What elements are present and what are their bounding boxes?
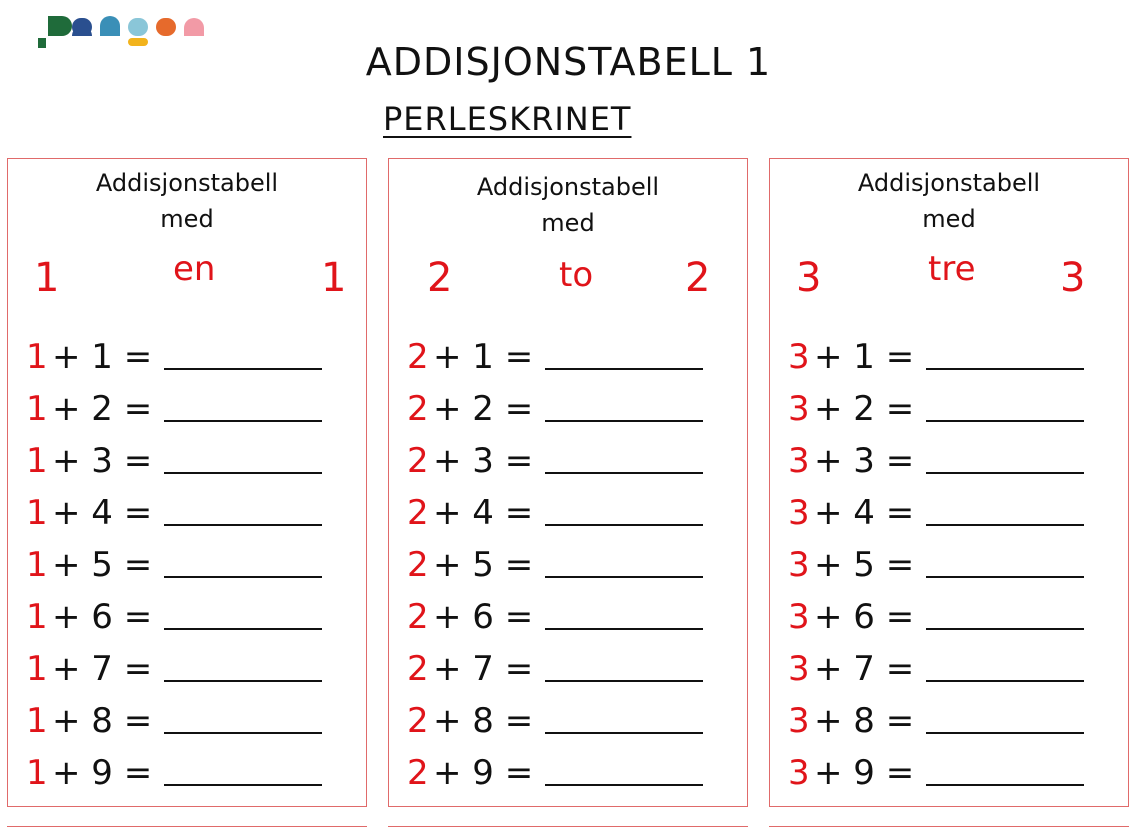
- addend: 2: [407, 441, 429, 481]
- equation-row: [26, 695, 322, 747]
- panel-heading: Addisjonstabell: [857, 169, 1041, 197]
- equation-row: [788, 591, 1084, 643]
- panel-left-number: 1: [34, 255, 60, 301]
- table-panel-2: [388, 158, 748, 807]
- addend: 3: [788, 337, 810, 377]
- equation-text: + 6 =: [433, 597, 534, 637]
- equation-row: [407, 539, 703, 591]
- addend: 3: [788, 753, 810, 793]
- equation-row: [788, 487, 1084, 539]
- equation-text: + 9 =: [814, 753, 915, 793]
- answer-blank[interactable]: [545, 392, 703, 422]
- addend: 3: [788, 545, 810, 585]
- equation-text: + 3 =: [814, 441, 915, 481]
- answer-blank[interactable]: [545, 496, 703, 526]
- equation-text: + 8 =: [52, 701, 153, 741]
- panel-heading: Addisjonstabell: [476, 173, 660, 201]
- addend: 2: [407, 389, 429, 429]
- panel-right-number: 1: [321, 255, 347, 301]
- answer-blank[interactable]: [545, 548, 703, 578]
- addend: 3: [788, 441, 810, 481]
- equation-row: [26, 487, 322, 539]
- equation-text: + 7 =: [814, 649, 915, 689]
- page-title: ADDISJONSTABELL 1: [365, 40, 772, 84]
- addend: 2: [407, 597, 429, 637]
- equation-row: [26, 331, 322, 383]
- equation-row: [788, 331, 1084, 383]
- addend: 2: [407, 701, 429, 741]
- equation-row: [407, 435, 703, 487]
- answer-blank[interactable]: [926, 600, 1084, 630]
- equation-text: + 1 =: [433, 337, 534, 377]
- answer-blank[interactable]: [545, 444, 703, 474]
- equation-text: + 7 =: [433, 649, 534, 689]
- equation-text: + 4 =: [433, 493, 534, 533]
- answer-blank[interactable]: [926, 392, 1084, 422]
- divider: [388, 826, 748, 827]
- answer-blank[interactable]: [164, 548, 322, 578]
- equation-row: [26, 383, 322, 435]
- addend: 2: [407, 337, 429, 377]
- answer-blank[interactable]: [164, 444, 322, 474]
- equation-text: + 6 =: [814, 597, 915, 637]
- equation-row: [407, 487, 703, 539]
- equation-row: [26, 435, 322, 487]
- addend: 1: [26, 701, 48, 741]
- page-subtitle: PERLESKRINET: [383, 100, 632, 138]
- addend: 1: [26, 493, 48, 533]
- equation-text: + 8 =: [814, 701, 915, 741]
- table-panel-1: [7, 158, 367, 807]
- answer-blank[interactable]: [926, 756, 1084, 786]
- addend: 3: [788, 649, 810, 689]
- equation-row: [26, 539, 322, 591]
- equation-text: + 1 =: [814, 337, 915, 377]
- equation-text: + 5 =: [433, 545, 534, 585]
- answer-blank[interactable]: [545, 652, 703, 682]
- addend: 1: [26, 649, 48, 689]
- equation-text: + 1 =: [52, 337, 153, 377]
- equation-row: [26, 747, 322, 799]
- equation-row: [788, 643, 1084, 695]
- answer-blank[interactable]: [164, 392, 322, 422]
- panel-number-word: en: [173, 249, 216, 289]
- addend: 1: [26, 597, 48, 637]
- equation-row: [788, 747, 1084, 799]
- addend: 1: [26, 441, 48, 481]
- panel-number-word: tre: [928, 249, 976, 289]
- panel-heading-sub: med: [922, 205, 976, 233]
- equation-text: + 7 =: [52, 649, 153, 689]
- equation-text: + 9 =: [433, 753, 534, 793]
- answer-blank[interactable]: [164, 704, 322, 734]
- addend: 3: [788, 493, 810, 533]
- equation-text: + 2 =: [814, 389, 915, 429]
- answer-blank[interactable]: [926, 548, 1084, 578]
- panel-left-number: 2: [427, 255, 453, 301]
- answer-blank[interactable]: [926, 704, 1084, 734]
- answer-blank[interactable]: [164, 756, 322, 786]
- addend: 3: [788, 701, 810, 741]
- equation-row: [407, 383, 703, 435]
- addend: 2: [407, 649, 429, 689]
- addend: 2: [407, 753, 429, 793]
- equation-row: [26, 643, 322, 695]
- equation-text: + 6 =: [52, 597, 153, 637]
- addend: 1: [26, 545, 48, 585]
- panel-number-word: to: [559, 255, 594, 295]
- answer-blank[interactable]: [926, 340, 1084, 370]
- panel-heading-sub: med: [541, 209, 595, 237]
- equation-row: [407, 591, 703, 643]
- answer-blank[interactable]: [164, 600, 322, 630]
- equation-text: + 4 =: [52, 493, 153, 533]
- equation-row: [407, 643, 703, 695]
- equation-list: [407, 331, 703, 799]
- answer-blank[interactable]: [164, 652, 322, 682]
- equation-row: [788, 435, 1084, 487]
- answer-blank[interactable]: [926, 652, 1084, 682]
- equation-text: + 4 =: [814, 493, 915, 533]
- addend: 1: [26, 337, 48, 377]
- equation-row: [407, 747, 703, 799]
- answer-blank[interactable]: [164, 496, 322, 526]
- answer-blank[interactable]: [545, 704, 703, 734]
- divider: [7, 826, 367, 827]
- equation-text: + 9 =: [52, 753, 153, 793]
- addend: 2: [407, 545, 429, 585]
- equation-row: [788, 383, 1084, 435]
- panel-right-number: 2: [685, 255, 711, 301]
- addend: 3: [788, 389, 810, 429]
- equation-text: + 2 =: [433, 389, 534, 429]
- answer-blank[interactable]: [926, 444, 1084, 474]
- addend: 1: [26, 389, 48, 429]
- answer-blank[interactable]: [545, 756, 703, 786]
- equation-row: [788, 539, 1084, 591]
- equation-text: + 2 =: [52, 389, 153, 429]
- equation-text: + 3 =: [52, 441, 153, 481]
- equation-row: [407, 695, 703, 747]
- panel-right-number: 3: [1060, 255, 1086, 301]
- equation-list: [788, 331, 1084, 799]
- panel-heading-sub: med: [160, 205, 214, 233]
- equation-list: [26, 331, 322, 799]
- addend: 1: [26, 753, 48, 793]
- table-panel-3: [769, 158, 1129, 807]
- equation-text: + 5 =: [52, 545, 153, 585]
- equation-row: [788, 695, 1084, 747]
- equation-text: + 5 =: [814, 545, 915, 585]
- equation-text: + 3 =: [433, 441, 534, 481]
- addend: 3: [788, 597, 810, 637]
- panel-heading: Addisjonstabell: [95, 169, 279, 197]
- answer-blank[interactable]: [545, 600, 703, 630]
- answer-blank[interactable]: [164, 340, 322, 370]
- equation-text: + 8 =: [433, 701, 534, 741]
- answer-blank[interactable]: [545, 340, 703, 370]
- addend: 2: [407, 493, 429, 533]
- equation-row: [407, 331, 703, 383]
- divider: [769, 826, 1129, 827]
- panel-left-number: 3: [796, 255, 822, 301]
- equation-row: [26, 591, 322, 643]
- answer-blank[interactable]: [926, 496, 1084, 526]
